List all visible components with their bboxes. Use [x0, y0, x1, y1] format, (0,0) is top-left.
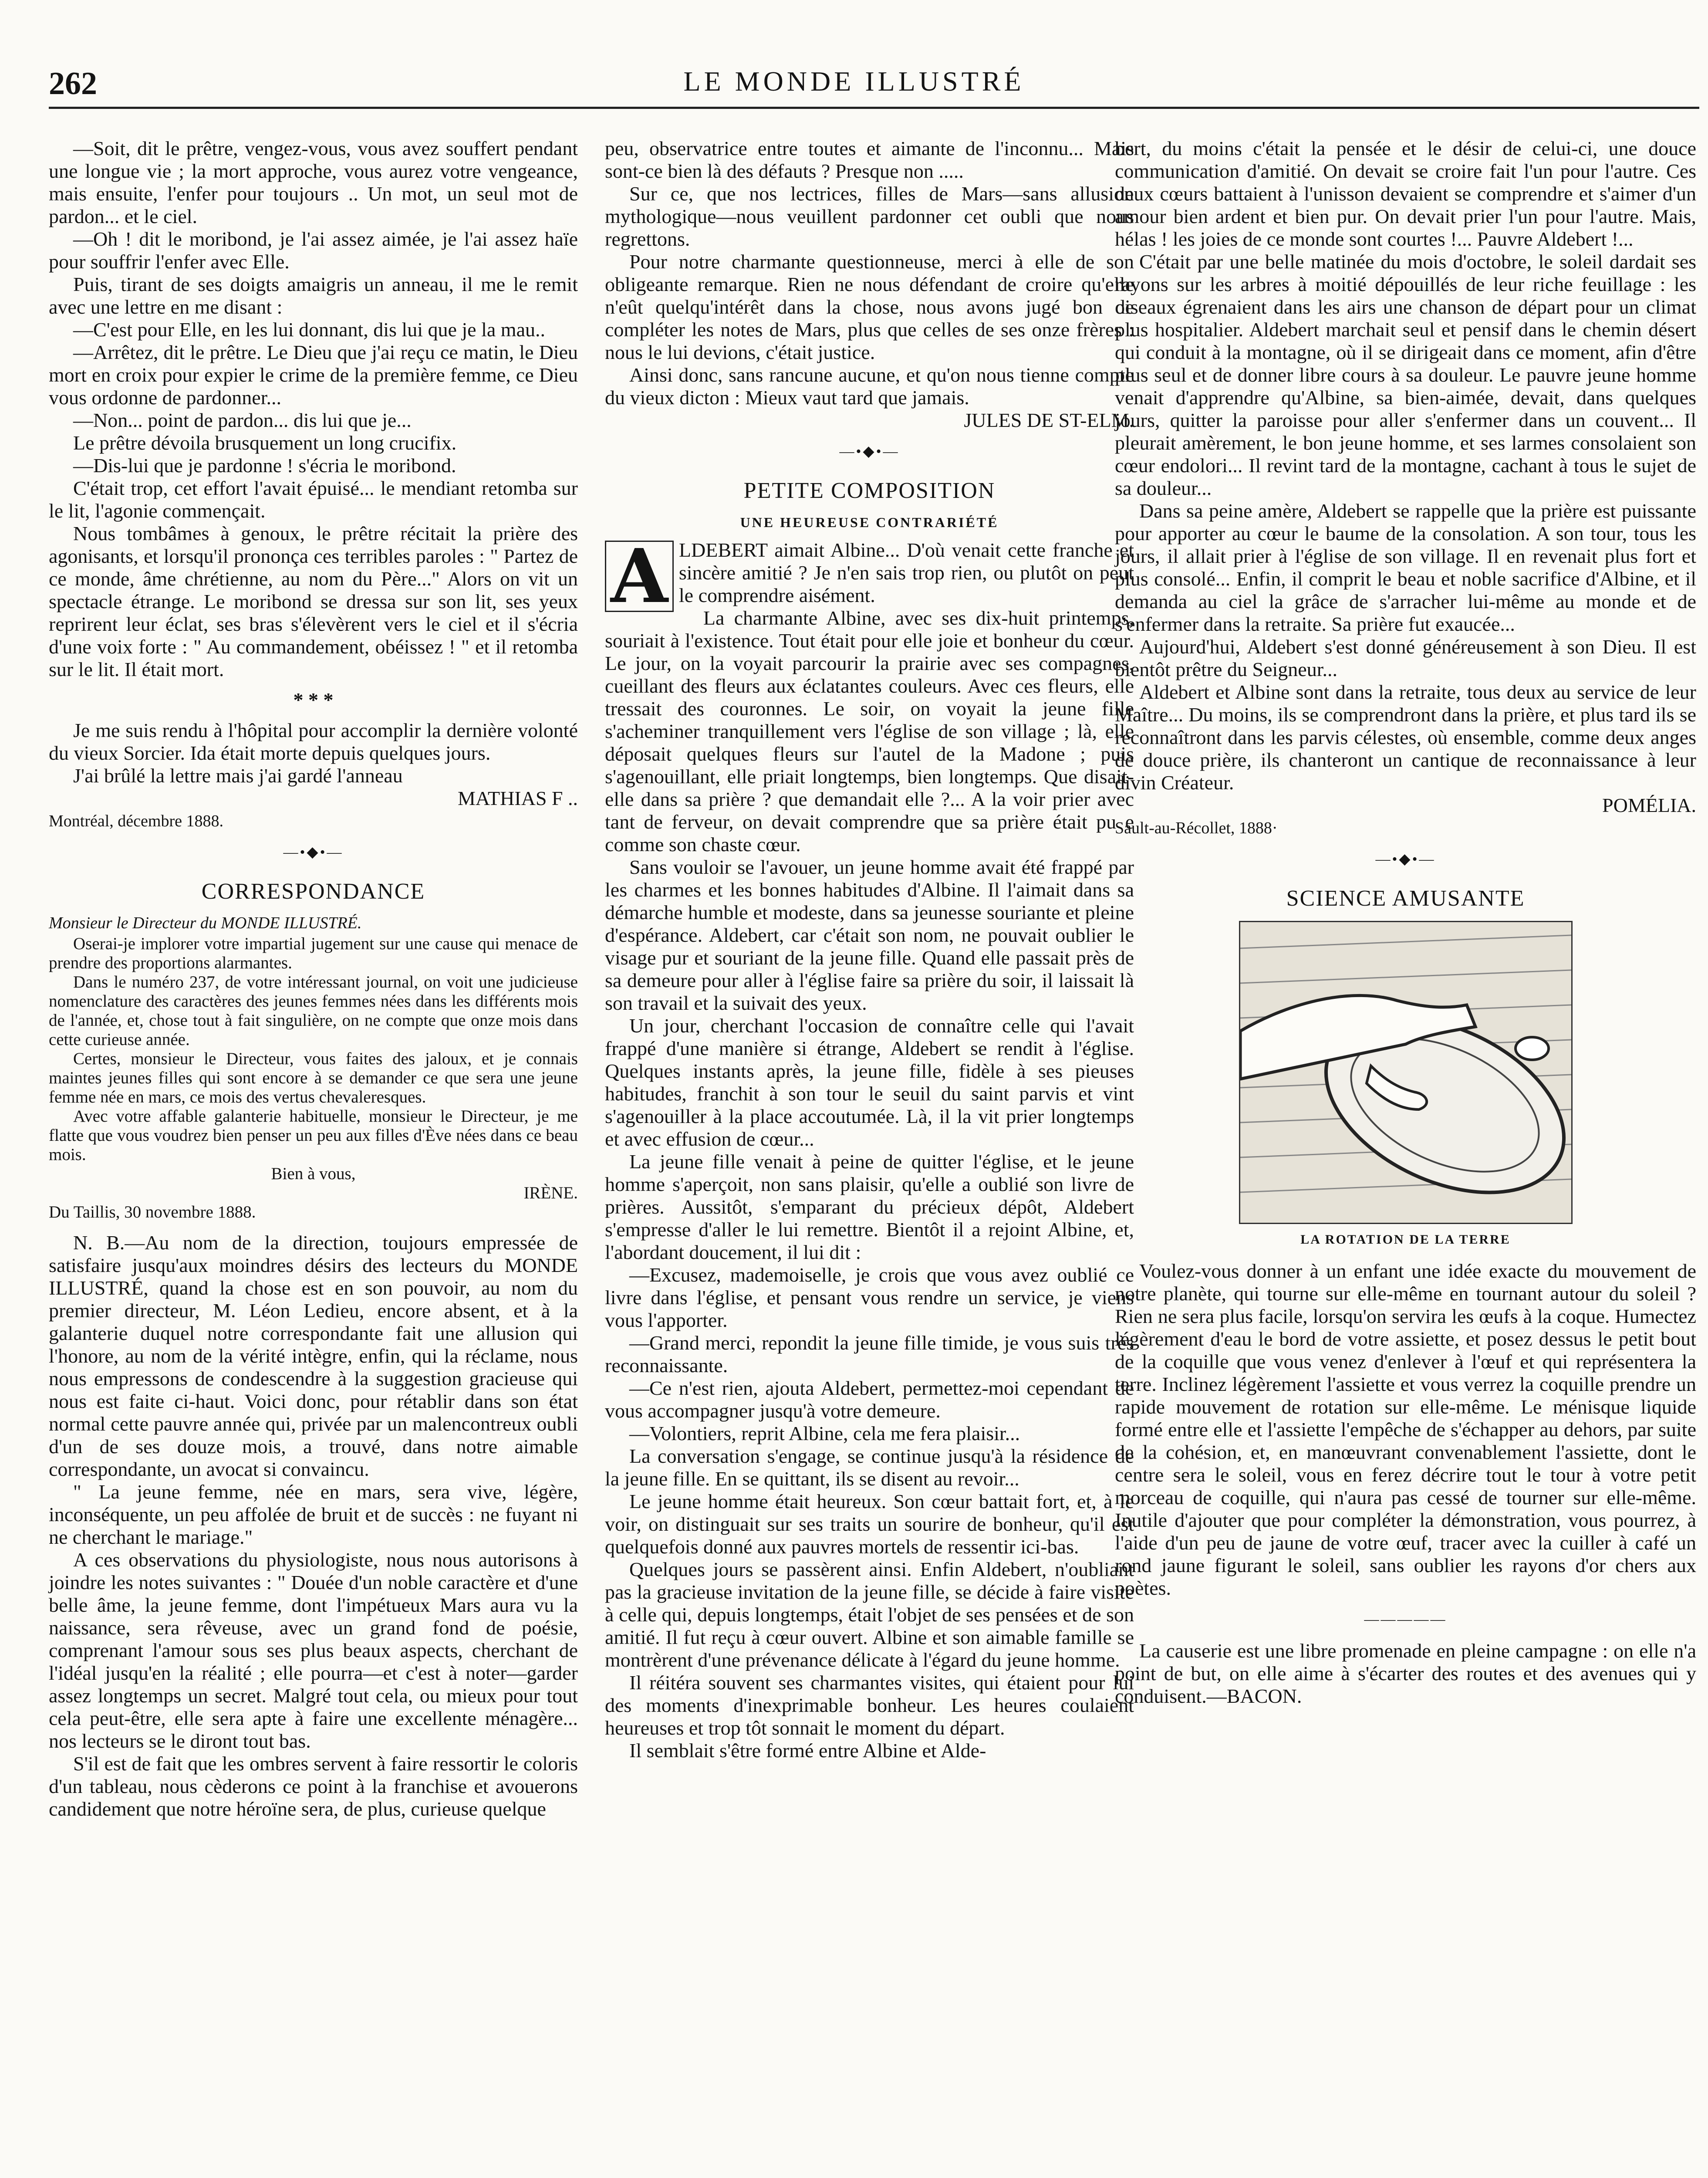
composition-paragraph: La conversation s'engage, se continue jusqu'à la résidence de la jeune fille. En se quittant, ils se disent au revoir... [605, 1445, 1134, 1490]
bacon-quote: La causerie est une libre promenade en pleine campagne : on elle n'a point de but, on elle aime à s'écarter des routes et des avenues qui y conduisent.—BACON. [1115, 1640, 1696, 1707]
composition-signature: POMÉLIA. [1602, 794, 1696, 816]
letter-paragraph: Oserai-je implorer votre impartial jugement sur une cause qui menace de prendre des proportions alarmantes. [49, 934, 578, 972]
journal-title: LE MONDE ILLUSTRÉ [683, 66, 1025, 97]
correspondance-title: CORRESPONDANCE [201, 879, 425, 904]
composition-paragraph: bert, du moins c'était la pensée et le désir de celui-ci, une douce communication d'amitié. On devait se croire fait l'un pour l'autre. Ces deux cœurs battaient à l'unisson devaient se comprendre et s'aimer d'un amour bien ardent et bien pur. On devait prier l'un pour l'autre. Mais, hélas ! les joies de ce monde sont courtes !... Pauvre Aldebert !... [1115, 137, 1696, 250]
figure-caption: LA ROTATION DE LA TERRE [1300, 1232, 1511, 1247]
reply-paragraph: Pour notre charmante questionneuse, merci à elle de son obligeante remarque. Rien ne nous défendant de croire qu'elle n'eût quelqu'intérêt dans la chose, nous avons jugé bon de compléter les notes de Mars, plus que celles de ses onze frères : nous le lui devions, c'était justice. [605, 250, 1134, 363]
composition-paragraph: La jeune fille venait à peine de quitter l'église, et le jeune homme s'aperçoit, non sans plaisir, qu'elle a oublié son livre de prières. Aussitôt, s'emparant du précieux dépôt, Aldebert s'empresse d'aller le lui remettre. Bientôt il a rejoint Albine, et, l'abordant doucement, il lui dit : [605, 1150, 1134, 1263]
reply-paragraph: A ces observations du physiologiste, nous nous autorisons à joindre les notes suivantes : " Douée d'un noble caractère et d'une belle âme, la jeune femme, dont l'impétueux Mars aura vu la naissance, sera rêveuse, avec un grand fond de poésie, comprenant l'amour sous ses plus beaux aspects, cherchant de l'idéal jusqu'en la réalité ; elle pourra—et c'est à noter—garder assez longtemps un secret. Malgré tout cela, ou mieux pour tout cela peut-être, elle sera apte à faire une excellente ménagère... nos lecteurs se le diront tout bas. [49, 1549, 578, 1752]
composition-paragraph: Il semblait s'être formé entre Albine et Alde- [629, 1739, 986, 1762]
reply-paragraph: N. B.—Au nom de la direction, toujours empressée de satisfaire jusqu'aux moindres désirs des lecteurs du MONDE ILLUSTRÉ, quand la chose est en son pouvoir, au nom du premier directeur, M. Léon Ledieu, encore absent, et à la galanterie duquel notre correspondante fait une allusion qui l'honore, au nom de la vérité intègre, enfin, qui la réclame, nous nous empressons de condescendre à la suggestion gracieuse qui nous est faite ci-haut. Voici donc, pour rétablir dans son état normal cette pauvre année qui, privée par un malencontreux oubli d'un de ses douze mois, a trouvé, dans notre aimable correspondante, un avocat si convaincu. [49, 1231, 578, 1480]
composition-paragraph: Aldebert et Albine sont dans la retraite, tous deux au service de leur Maître... Du moins, ils se comprendront dans la prière, et plus tard ils se reconnaîtront dans les parvis célestes, où ensemble, comme deux anges de douce prière, ils chanteront un cantique de reconnaissance à leur divin Créateur. [1115, 681, 1696, 794]
story-paragraph: —C'est pour Elle, en les lui donnant, dis lui que je la mau.. [73, 318, 545, 341]
page-number: 262 [49, 66, 97, 101]
reply-paragraph: peu, observatrice entre toutes et aimante de l'inconnu... Mais sont-ce bien là des défauts ? Presque non ..... [605, 137, 1134, 182]
composition-paragraph: —Volontiers, reprit Albine, cela me fera plaisir... [629, 1422, 1020, 1444]
composition-paragraph: Le jeune homme était heureux. Son cœur battait fort, et, à le voir, on distinguait sur ses traits un sourire de bonheur, qu'il est quelquefois donné aux pauvres mortels de ressentir ici-bas. [605, 1490, 1134, 1558]
letter-dateline: Du Taillis, 30 novembre 1888. [49, 1203, 256, 1221]
header-rule [49, 107, 1699, 109]
separator-ornament: —•◆•— [283, 844, 344, 860]
composition-paragraph: —Ce n'est rien, ajouta Aldebert, permettez-moi cependant de vous accompagner jusqu'à votre demeure. [605, 1377, 1134, 1422]
column-1 [49, 137, 578, 1820]
composition-paragraph: C'était par une belle matinée du mois d'octobre, le soleil dardait ses rayons sur les arbres à moitié dépouillés de leur riche feuillage : les oiseaux égrenaient dans les airs une chanson de départ pour un climat plus hospitalier. Aldebert marchait seul et pensif dans le chemin désert qui conduit à la montagne, où il se dirigeait dans ce moment, afin d'être plus seul et de donner libre cours à sa douleur. Le pauvre jeune homme venait d'apprendre qu'Albine, sa bien-aimée, devait, dans quelques jours, quitter la paroisse pour aller s'enfermer dans un couvent... Il pleurait amèrement, le bon jeune homme, et ses larmes consolaient son cœur endolori... Il revint tard de la montagne, cachant à tous le sujet de sa douleur... [1115, 250, 1696, 499]
letter-paragraph: Certes, monsieur le Directeur, vous faites des jaloux, et je connais maintes jeunes filles qui sont encore à se demander ce que sera une jeune femme née en mars, ce mois des vertus chevaleresques. [49, 1049, 578, 1106]
column-3 [1115, 137, 1696, 1708]
story-paragraph: Nous tombâmes à genoux, le prêtre récitait la prière des agonisants, et lorsqu'il prononça ces terribles paroles : " Partez de ce monde, âme chrétienne, au nom du Père..." Alors on vit un spectacle étrange. Le moribond se dressa sur son lit, ses yeux reprirent leur éclat, ses bras s'élevèrent vers le ciel et il s'écria d'une voix forte : " Au commandement, obéissez ! " et il retomba sur le lit. Il était mort. [49, 522, 578, 680]
composition-paragraph: Il réitéra souvent ses charmantes visites, qui étaient pour lui des moments d'inexprimable bonheur. Les heures coulaient heureuses et trop tôt sonnait le moment du départ. [605, 1671, 1134, 1739]
letter-salutation: Monsieur le Directeur du MONDE ILLUSTRÉ. [49, 914, 362, 932]
story-paragraph: Le prêtre dévoila brusquement un long crucifix. [73, 432, 457, 454]
story-paragraph: —Dis-lui que je pardonne ! s'écria le moribond. [73, 454, 456, 477]
composition-title: PETITE COMPOSITION [743, 478, 996, 503]
letter-paragraph: Avec votre affable galanterie habituelle, monsieur le Directeur, je me flatte que vous voudrez bien penser un peu aux filles d'Ève nées dans ce beau mois. [49, 1107, 578, 1164]
asterism: * * * [293, 689, 334, 711]
reply-signature: JULES DE ST-ELM. [964, 409, 1134, 431]
composition-paragraph: —Excusez, mademoiselle, je crois que vous avez oublié ce livre dans l'église, et pensant vous rendre un service, je viens vous l'apporter. [605, 1264, 1134, 1331]
story-coda: J'ai brûlé la lettre mais j'ai gardé l'anneau [73, 764, 403, 787]
story-paragraph: C'était trop, cet effort l'avait épuisé... le mendiant retomba sur le lit, l'agonie commençait. [49, 477, 578, 522]
composition-paragraph: —Grand merci, repondit la jeune fille timide, je vous suis très reconnaissante. [605, 1332, 1134, 1376]
story-coda: Je me suis rendu à l'hôpital pour accomplir la dernière volonté du vieux Sorcier. Ida était morte depuis quelques jours. [49, 719, 578, 764]
page-header [0, 65, 1708, 118]
story-paragraph: Puis, tirant de ses doigts amaigris un anneau, il me le remit avec une lettre en me disant : [49, 273, 578, 318]
illustration-hand-plate [1239, 921, 1573, 1224]
separator-ornament: —•◆•— [839, 443, 900, 460]
story-paragraph: —Oh ! dit le moribond, je l'ai assez aimée, je l'ai assez haïe pour souffrir l'enfer avec Elle. [49, 228, 578, 273]
composition-opening-text: LDEBERT aimait Albine... D'où venait cette franche et sincère amitié ? Je n'en sais trop rien, ou plutôt on peut le comprendre aisément. [678, 539, 1134, 606]
story-paragraph: —Non... point de pardon... dis lui que je... [73, 409, 412, 431]
engraving-illustration [1240, 922, 1571, 1223]
story-signature: MATHIAS F .. [457, 787, 578, 809]
composition-paragraph: La charmante Albine, avec ses dix-huit printemps, souriait à l'existence. Tout était pour elle joie et bonheur du cœur. Le jour, on la voyait parcourir la prairie avec ses compagnes, cueillant des fleurs aux éclatantes couleurs. Avec ces fleurs, elle tressait des couronnes. Le soir, on voyait la jeune fille s'acheminer tranquillement vers l'église de son village ; là, elle déposait quelques fleurs sur l'autel de la Madone ; puis s'agenouillant, elle priait longtemps, bien longtemps. Que disait-elle dans sa prière ? que demandait elle ?... A la voir prier avec tant de ferveur, on devait comprendre que sa prière était pu e comme son chaste cœur. [605, 607, 1134, 856]
composition-opening [605, 533, 1134, 620]
science-title: SCIENCE AMUSANTE [1286, 886, 1525, 911]
letter-closing: Bien à vous, [271, 1164, 356, 1183]
egg-shell [1516, 1037, 1549, 1060]
composition-paragraph: Quelques jours se passèrent ainsi. Enfin Aldebert, n'oubliant pas la gracieuse invitation de la jeune fille, se décide à faire visite à celle qui, depuis longtemps, était l'objet de ses pensées et de son amitié. Il fut reçu à cœur ouvert. Albine et son aimable famille se montrèrent d'une prévenance délicate à l'égard du jeune homme. [605, 1558, 1134, 1671]
composition-dateline: Sault-au-Récollet, 1888· [1115, 819, 1278, 837]
separator-ornament: —•◆•— [1375, 851, 1436, 867]
composition-paragraph: Aujourd'hui, Aldebert s'est donné généreusement à son Dieu. Il est bientôt prêtre du Seigneur... [1115, 636, 1696, 680]
drop-cap: A [605, 541, 674, 612]
composition-paragraph: Un jour, cherchant l'occasion de connaître celle qui l'avait frappé d'une manière si étrange, Aldebert se rendit à l'église. Quelques instants après, la jeune fille, fidèle à ses pieuses habitudes, franchit à son tour le seuil du saint parvis et vint s'agenouiller à la place accoutumée. Là, il la vit prier longtemps et avec effusion de cœur... [605, 1015, 1134, 1150]
reply-paragraph: Ainsi donc, sans rancune aucune, et qu'on nous tienne compte du vieux dicton : Mieux vaut tard que jamais. [605, 364, 1134, 409]
science-paragraph: Voulez-vous donner à un enfant une idée exacte du mouvement de notre planète, qui tourne sur elle-même en tournant autour du soleil ? Rien ne sera plus facile, lorsqu'on servira les œufs à la coque. Humectez légèrement d'eau le bord de votre assiette, et posez dessus le petit bout de la coquille que vous venez d'enlever à l'œuf et qui représentera la terre. Inclinez légèrement l'assiette et vous verrez la coquille prendre un rapide mouvement de rotation sur elle-même. Le ménisque liquide formé entre elle et l'assiette l'empêche de s'échapper au dehors, par suite de la cohésion, et, en manœuvrant convenablement l'assiette, dont le centre sera le soleil, vous en ferez décrire tout le tour à votre petit morceau de coquille, qui n'aura pas cessé de tourner sur elle-même. Inutile d'ajouter que pour compléter la démonstration, vous pourrez, à l'aide d'un peu de jaune de votre œuf, tracer avec la cuiller à café un rond jaune figurant le soleil, sans oublier les rayons d'or chers aux poètes. [1115, 1260, 1696, 1599]
story-paragraph: —Soit, dit le prêtre, vengez-vous, vous avez souffert pendant une longue vie ; la mort approche, vous aurez votre vengeance, mais ensuite, l'enfer pour toujours .. Un mot, un seul mot de pardon... et le ciel. [49, 137, 578, 227]
letter-signature: IRÈNE. [523, 1184, 578, 1202]
separator-line: ————— [1364, 1611, 1447, 1627]
reply-paragraph: S'il est de fait que les ombres servent à faire ressortir le coloris d'un tableau, nous cèderons ce point à la franchise et avouerons candidement que notre héroïne sera, de plus, curieuse quelque [49, 1752, 578, 1820]
column-2 [605, 137, 1134, 1762]
composition-paragraph: Dans sa peine amère, Aldebert se rappelle que la prière est puissante pour apporter au cœur le baume de la consolation. A son tour, tous les jours, il allait prier à l'église de son village. Il en revenait plus fort et plus consolé... Enfin, il comprit le beau et noble sacrifice d'Albine, et il demanda au ciel la grâce de s'arracher lui-même au monde et de s'enfermer dans la retraite. Sa prière fut exaucée... [1115, 500, 1696, 635]
composition-subtitle: UNE HEUREUSE CONTRARIÉTÉ [740, 514, 999, 530]
reply-paragraph: " La jeune femme, née en mars, sera vive, légère, inconséquente, un peu affolée de bruit et de succès : ne fuyant ni ne cherchant le mariage." [49, 1481, 578, 1548]
story-paragraph: —Arrêtez, dit le prêtre. Le Dieu que j'ai reçu ce matin, le Dieu mort en croix pour expier le crime de la première femme, ce Dieu vous ordonne de pardonner... [49, 341, 578, 409]
reply-paragraph: Sur ce, que nos lectrices, filles de Mars—sans allusion mythologique—nous veuillent pardonner cet oubli que nous regrettons. [605, 183, 1134, 250]
composition-paragraph: Sans vouloir se l'avouer, un jeune homme avait été frappé par les charmes et les bonnes habitudes d'Albine. Il l'aimait dans sa démarche humble et modeste, dans sa jeunesse souriante et pleine d'espérance. Aldebert, car c'était son nom, ne pouvait oublier le visage pur et souriant de la jeune fille. Quand elle passait près de sa demeure pour aller à l'église faire sa prière du soir, il laissait là son travail et la suivait des yeux. [605, 856, 1134, 1014]
letter-paragraph: Dans le numéro 237, de votre intéressant journal, on voit une judicieuse nomenclature des caractères des jeunes femmes nées dans les différents mois de l'année, et, chose tout à fait singulière, on ne compte que onze mois dans cette curieuse année. [49, 973, 578, 1049]
story-dateline: Montréal, décembre 1888. [49, 812, 223, 830]
